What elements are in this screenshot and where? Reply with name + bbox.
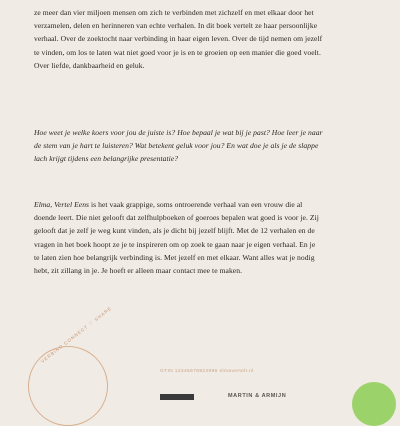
- text-line: verzamelen, delen en herinneren van echte verhalen. In dit boek vertelt ze haar persoonlijke: [34, 21, 318, 31]
- text-line: te vinden, om los te laten wat niet goed voor je is en te groeien op een manier die goed voelt.: [34, 47, 321, 57]
- intro-paragraph: [34, 6, 366, 72]
- text-line: te laten zien hoe belangrijk verbinding is. Met jezelf en met elkaar. Want alles wat je nodig: [34, 252, 315, 262]
- text-line: vragen in het boek hoopt ze je te inspireren om op zoek te gaan naar je eigen verhaal. En je: [34, 239, 316, 249]
- text-line: Hoe weet je welke koers voor jou de juiste is? Hoe bepaal je wat bij je past? Hoe leer je naar: [34, 128, 323, 137]
- text-line: verhaal. Over de zoektocht naar verbinding in haar eigen leven. Over de tijd nemen om jezelf: [34, 34, 323, 44]
- book-title-italic: Elma, Vertel Eens: [34, 200, 90, 209]
- text-line: lach krijgt tijdens een belangrijke presentatie?: [34, 154, 179, 164]
- text-line: hebt, zit zillang in je. Je hoeft er alleen maar contact mee te maken.: [34, 266, 243, 276]
- text-line: gelooft dat je zelf je weg kunt vinden, als je dicht bij jezelf blijft. Met de 12 verhalen en de: [34, 226, 315, 236]
- green-badge: [352, 382, 396, 426]
- questions-paragraph: [34, 126, 366, 166]
- seal-logo: [28, 346, 108, 426]
- text-line: [34, 198, 366, 211]
- gtin-text: GTIN 12345678922996 elmavertelt.nl: [160, 369, 254, 374]
- seal-text: VERBIND CONNECT ♡ SHARE: [40, 305, 113, 364]
- text-fragment: is het vaak grappige, soms ontroerende verhaal van een vrouw die al: [89, 200, 303, 209]
- publisher-logo: MARTIN & ARMIJN: [228, 393, 287, 399]
- text-line: ze meer dan vier miljoen mensen om zich te verbinden met zichzelf en met elkaar door het: [34, 8, 314, 17]
- text-line: doende leert. Die niet gelooft dat zelfhulpboeken of goeroes bepalen wat goed is voor je. Zij: [34, 213, 319, 223]
- barcode-strip: [160, 394, 194, 400]
- text-line: Over liefde, dankbaarheid en geluk.: [34, 60, 145, 70]
- bio-paragraph: [34, 198, 366, 277]
- text-line: de stem van je hart te luisteren? Wat betekent geluk voor jou? En wat doe je als je de slappe: [34, 141, 319, 151]
